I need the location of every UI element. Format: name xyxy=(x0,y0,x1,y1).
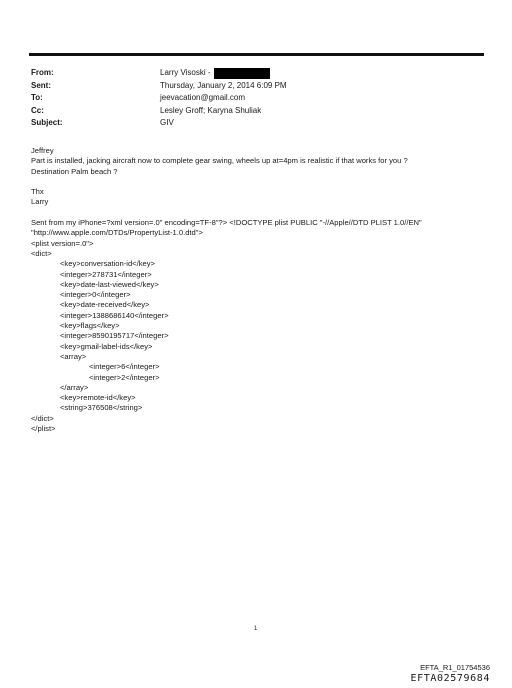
message-line-1: Part is installed, jacking aircraft now to complete gear swing, wheels up at=4pm is realistic if that works for you ? xyxy=(31,156,408,166)
from-row xyxy=(31,67,287,80)
email-body xyxy=(31,146,481,434)
plist-line: <key>conversation-id</key> xyxy=(60,259,155,269)
dict-close: </dict> xyxy=(31,413,54,423)
header-rule xyxy=(29,53,484,56)
plist-close: </plist> xyxy=(31,424,56,434)
efta-stamp-large: EFTA02579684 xyxy=(410,673,490,684)
sent-row xyxy=(31,80,287,93)
dtd-url-line: "http://www.apple.com/DTDs/PropertyList-1.0.dtd"> xyxy=(31,228,203,238)
thanks: Thx xyxy=(31,187,44,197)
from-name: Larry Visoski - xyxy=(160,68,211,77)
email-header xyxy=(31,67,287,130)
message-line-2: Destination Palm beach ? xyxy=(31,166,118,176)
plist-line: <key>remote-id</key> xyxy=(60,393,136,403)
to-row xyxy=(31,92,287,105)
plist-open: <plist version=.0"> xyxy=(31,238,94,248)
subject-row xyxy=(31,117,287,130)
from-value xyxy=(160,67,270,80)
array-item: <integer>2</integer> xyxy=(89,372,160,382)
plist-line: </array> xyxy=(60,382,89,392)
sent-from-line: Sent from my iPhone=?xml version=.0" encoding=TF-8"?> <!DOCTYPE plist PUBLIC "-//Apple//DTD PLIST 1.0//EN" xyxy=(31,218,422,228)
sent-value: Thursday, January 2, 2014 6:09 PM xyxy=(160,80,287,90)
cc-value: Lesley Groff; Karyna Shuliak xyxy=(160,105,262,115)
plist-line: <integer>278731</integer> xyxy=(60,269,152,279)
cc-row xyxy=(31,105,287,118)
to-label: To: xyxy=(31,93,43,102)
plist-line: <integer>0</integer> xyxy=(60,290,131,300)
from-label: From: xyxy=(31,68,54,77)
sent-label: Sent: xyxy=(31,80,51,90)
signature: Larry xyxy=(31,197,49,207)
plist-line: <key>date-received</key> xyxy=(60,300,150,310)
subject-value: GIV xyxy=(160,118,174,127)
plist-line: <key>gmail-label-ids</key> xyxy=(60,341,153,351)
efta-stamp-small: EFTA_R1_01754536 xyxy=(420,663,490,672)
plist-line: <array> xyxy=(60,351,87,361)
subject-label: Subject: xyxy=(31,118,63,127)
plist-line: <key>date-last-viewed</key> xyxy=(60,279,159,289)
redaction-block xyxy=(214,68,270,79)
plist-line: <integer>1388686140</integer> xyxy=(60,310,169,320)
dict-open: <dict> xyxy=(31,248,52,258)
plist-line: <integer>8590195717</integer> xyxy=(60,331,169,341)
page-number: 1 xyxy=(254,626,258,632)
plist-line: <string>376508</string> xyxy=(60,403,143,413)
cc-label: Cc: xyxy=(31,105,44,115)
greeting: Jeffrey xyxy=(31,146,54,155)
to-value: jeevacation@gmail.com xyxy=(160,93,246,102)
array-item: <integer>6</integer> xyxy=(89,362,160,372)
plist-line: <key>flags</key> xyxy=(60,321,120,331)
